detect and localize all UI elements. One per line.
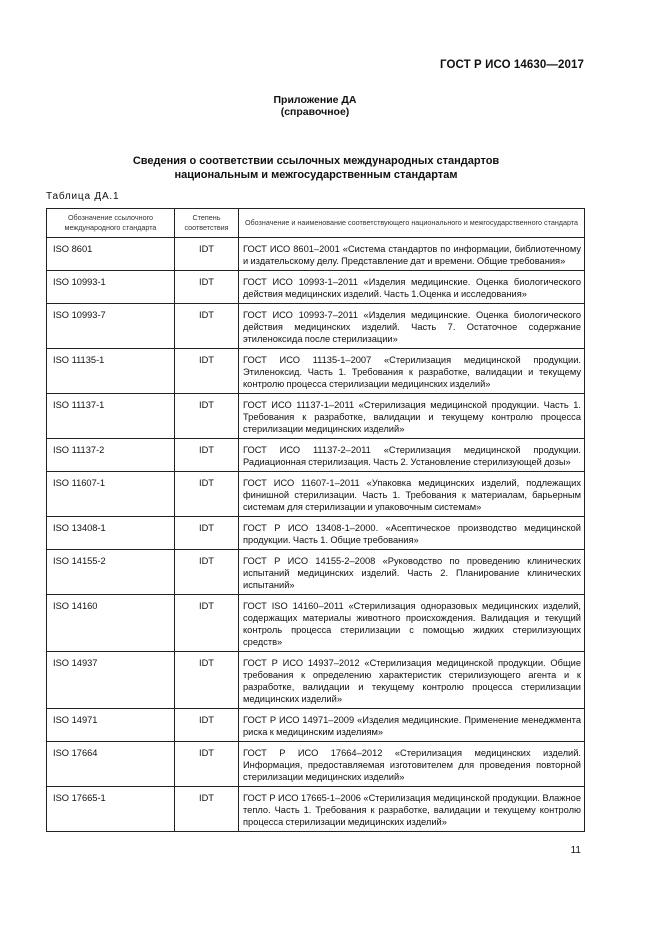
table-row <box>47 595 585 652</box>
cell-national-standard: ГОСТ ИСО 11607-1–2011 «Упаковка медицинских изделий, подлежащих финишной стерилизации. Часть 1. Требования к материалам, барьерным системам для стерилизации и упаковочным системам» <box>239 472 585 517</box>
table-row <box>47 709 585 742</box>
table-body <box>47 238 585 832</box>
cell-international-standard: ISO 8601 <box>47 238 175 271</box>
cell-international-standard: ISO 10993-1 <box>47 271 175 304</box>
cell-national-standard: ГОСТ ISO 14160–2011 «Стерилизация одноразовых медицинских изделий, содержащих материалы животного происхождения. Валидация и текущий контроль процесса стерилизации с помощью жидких стерилизующих средств» <box>239 595 585 652</box>
section-title-line2: национальным и межгосударственным стандартам <box>174 169 458 181</box>
cell-degree: IDT <box>175 472 239 517</box>
cell-national-standard: ГОСТ ИСО 10993-1–2011 «Изделия медицинские. Оценка биологического действия медицинских изделий. Часть 1.Оценка и исследования» <box>239 271 585 304</box>
table-row <box>47 238 585 271</box>
cell-international-standard: ISO 17664 <box>47 742 175 787</box>
table-row <box>47 652 585 709</box>
cell-international-standard: ISO 11135-1 <box>47 349 175 394</box>
section-title-line1: Сведения о соответствии ссылочных международных стандартов <box>132 155 500 167</box>
cell-degree: IDT <box>175 550 239 595</box>
table-row <box>47 394 585 439</box>
table-row <box>47 472 585 517</box>
cell-international-standard: ISO 11137-1 <box>47 394 175 439</box>
cell-degree: IDT <box>175 595 239 652</box>
cell-international-standard: ISO 14971 <box>47 709 175 742</box>
cell-degree: IDT <box>175 271 239 304</box>
cell-national-standard: ГОСТ ИСО 10993-7–2011 «Изделия медицинские. Оценка биологического действия медицинских изделий. Часть 7. Остаточное содержание этиленоксида после стерилизации» <box>239 304 585 349</box>
table-row <box>47 439 585 472</box>
table-row <box>47 742 585 787</box>
appendix-title: Приложение ДА <box>273 94 357 106</box>
cell-degree: IDT <box>175 439 239 472</box>
header-international-standard: Обозначение ссылочного международного стандарта <box>47 209 175 238</box>
cell-international-standard: ISO 11137-2 <box>47 439 175 472</box>
cell-international-standard: ISO 14160 <box>47 595 175 652</box>
cell-national-standard: ГОСТ ИСО 11137-1–2011 «Стерилизация медицинской продукции. Часть 1. Требования к разработке, валидации и текущему контролю процесса стерилизации медицинских изделий» <box>239 394 585 439</box>
cell-international-standard: ISO 17665-1 <box>47 787 175 832</box>
cell-degree: IDT <box>175 709 239 742</box>
table-caption: Таблица ДА.1 <box>46 191 120 202</box>
header-degree: Степень соответствия <box>175 209 239 238</box>
cell-national-standard: ГОСТ ИСО 11135-1–2007 «Стерилизация медицинской продукции. Этиленоксид. Часть 1. Требования к разработке, валидации и текущему контролю процесса стерилизации медицинских изделий» <box>239 349 585 394</box>
header-national-standard: Обозначение и наименование соответствующего национального и межгосударственного стандарта <box>239 209 585 238</box>
cell-national-standard: ГОСТ Р ИСО 14937–2012 «Стерилизация медицинской продукции. Общие требования к определению характеристик стерилизующего агента и к разработке, валидации и текущему контролю процесса стерилизации медицинских изделий» <box>239 652 585 709</box>
cell-international-standard: ISO 14155-2 <box>47 550 175 595</box>
cell-national-standard: ГОСТ ИСО 8601–2001 «Система стандартов по информации, библиотечному и издательскому делу. Представление дат и времени. Общие требования» <box>239 238 585 271</box>
correspondence-table <box>46 208 585 832</box>
table-header-row <box>47 209 585 238</box>
cell-degree: IDT <box>175 238 239 271</box>
cell-degree: IDT <box>175 304 239 349</box>
page-number: 11 <box>570 845 581 856</box>
cell-degree: IDT <box>175 742 239 787</box>
table-row <box>47 349 585 394</box>
cell-national-standard: ГОСТ Р ИСО 17664–2012 «Стерилизация медицинских изделий. Информация, предоставляемая изготовителем для проведения повторной стерилизации медицинских изделий» <box>239 742 585 787</box>
cell-international-standard: ISO 10993-7 <box>47 304 175 349</box>
cell-international-standard: ISO 13408-1 <box>47 517 175 550</box>
table-row <box>47 787 585 832</box>
table-row <box>47 271 585 304</box>
cell-degree: IDT <box>175 394 239 439</box>
table-row <box>47 517 585 550</box>
cell-international-standard: ISO 11607-1 <box>47 472 175 517</box>
standard-code-header: ГОСТ Р ИСО 14630—2017 <box>439 59 584 71</box>
cell-degree: IDT <box>175 652 239 709</box>
cell-national-standard: ГОСТ Р ИСО 14971–2009 «Изделия медицинские. Применение менеджмента риска к медицинским изделиям» <box>239 709 585 742</box>
appendix-subtitle: (справочное) <box>280 106 350 118</box>
cell-national-standard: ГОСТ Р ИСО 17665-1–2006 «Стерилизация медицинской продукции. Влажное тепло. Часть 1. Требования к разработке, валидации и текущему контролю процесса стерилизации медицинских изделий» <box>239 787 585 832</box>
cell-international-standard: ISO 14937 <box>47 652 175 709</box>
cell-national-standard: ГОСТ Р ИСО 14155-2–2008 «Руководство по проведению клинических испытаний медицинских изделий. Часть 2. Планирование клинических испытаний» <box>239 550 585 595</box>
cell-degree: IDT <box>175 517 239 550</box>
table-row <box>47 550 585 595</box>
cell-degree: IDT <box>175 349 239 394</box>
cell-national-standard: ГОСТ Р ИСО 13408-1–2000. «Асептическое производство медицинской продукции. Часть 1. Общие требования» <box>239 517 585 550</box>
cell-degree: IDT <box>175 787 239 832</box>
table-row <box>47 304 585 349</box>
cell-national-standard: ГОСТ ИСО 11137-2–2011 «Стерилизация медицинской продукции. Радиационная стерилизация. Часть 2. Установление стерилизующей дозы» <box>239 439 585 472</box>
